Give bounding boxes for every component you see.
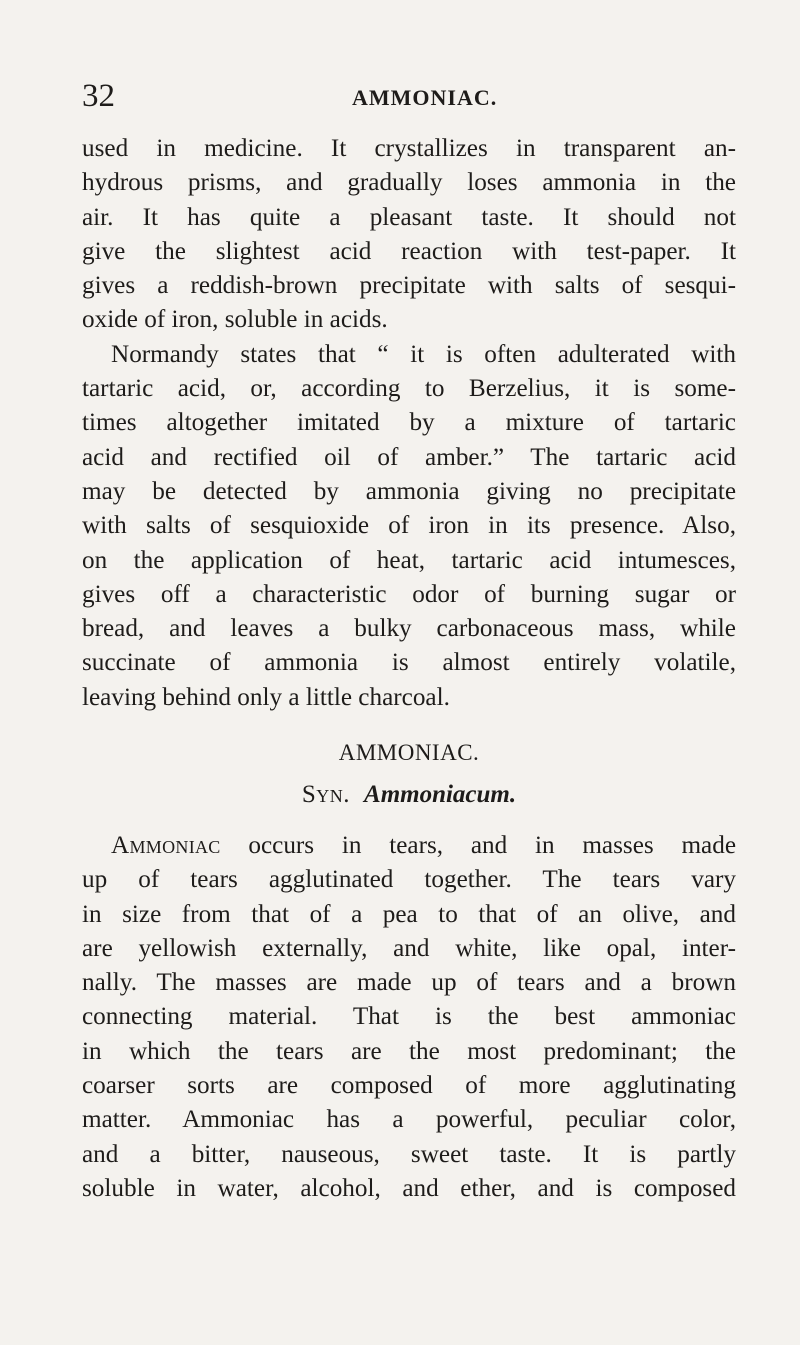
text-line: tartaric acid, or, according to Berzelius, it is some-	[82, 375, 736, 403]
text-line: in size from that of a pea to that of an olive, and	[82, 900, 736, 928]
text-line: on the application of heat, tartaric acid intumesces,	[82, 546, 736, 574]
text-line: acid and rectified oil of amber.” The tartaric acid	[82, 443, 736, 471]
text-line: hydrous prisms, and gradually loses ammonia in the	[82, 169, 736, 197]
text-line: in which the tears are the most predominant; the	[82, 1037, 736, 1065]
text-line: matter. Ammoniac has a powerful, peculiar color,	[82, 1106, 736, 1134]
text-line: Normandy states that “ it is often adulterated with	[111, 340, 736, 368]
running-head	[82, 76, 732, 116]
text-line: leaving behind only a little charcoal.	[82, 683, 450, 711]
text-line: may be detected by ammonia giving no precipitate	[82, 477, 736, 505]
text-line: times altogether imitated by a mixture of tartaric	[82, 409, 736, 437]
text-line: up of tears agglutinated together. The tears vary	[82, 866, 736, 894]
text-line: coarser sorts are composed of more agglutinating	[82, 1072, 736, 1100]
running-title: AMMONIAC.	[352, 85, 498, 110]
text-line: with salts of sesquioxide of iron in its presence. Also,	[82, 512, 736, 540]
text-line: oxide of iron, soluble in acids.	[82, 306, 388, 334]
section-heading: AMMONIAC.	[338, 740, 480, 765]
synonym-label: Syn.	[301, 781, 351, 808]
text-line: succinate of ammonia is almost entirely volatile,	[82, 649, 736, 677]
text-line: bread, and leaves a bulky carbonaceous mass, while	[82, 615, 736, 643]
text-line: nally. The masses are made up of tears and a brown	[82, 969, 736, 997]
text-line: are yellowish externally, and white, like opal, inter-	[82, 934, 736, 962]
text-line: soluble in water, alcohol, and ether, and is composed	[82, 1174, 736, 1202]
text-line-first	[82, 829, 736, 863]
paragraph-block-1	[82, 132, 736, 715]
text-line: gives a reddish-brown precipitate with salts of sesqui-	[82, 272, 736, 300]
synonym-name: Ammoniacum.	[364, 781, 517, 808]
text-line: used in medicine. It crystallizes in transparent an-	[82, 135, 736, 162]
lead-word: Ammoniac	[111, 832, 221, 859]
synonym-line	[82, 778, 736, 812]
paragraph-block-2	[82, 829, 736, 1206]
page-number: 32	[82, 78, 115, 114]
lead-line-rest: occurs in tears, and in masses made	[220, 832, 736, 859]
text-line: connecting material. That is the best ammoniac	[82, 1003, 736, 1031]
text-line: and a bitter, nauseous, sweet taste. It is partly	[82, 1140, 736, 1168]
text-line: give the slightest acid reaction with test-paper. It	[82, 237, 736, 265]
text-line: gives off a characteristic odor of burning sugar or	[82, 580, 736, 608]
text-line: air. It has quite a pleasant taste. It should not	[82, 203, 736, 231]
